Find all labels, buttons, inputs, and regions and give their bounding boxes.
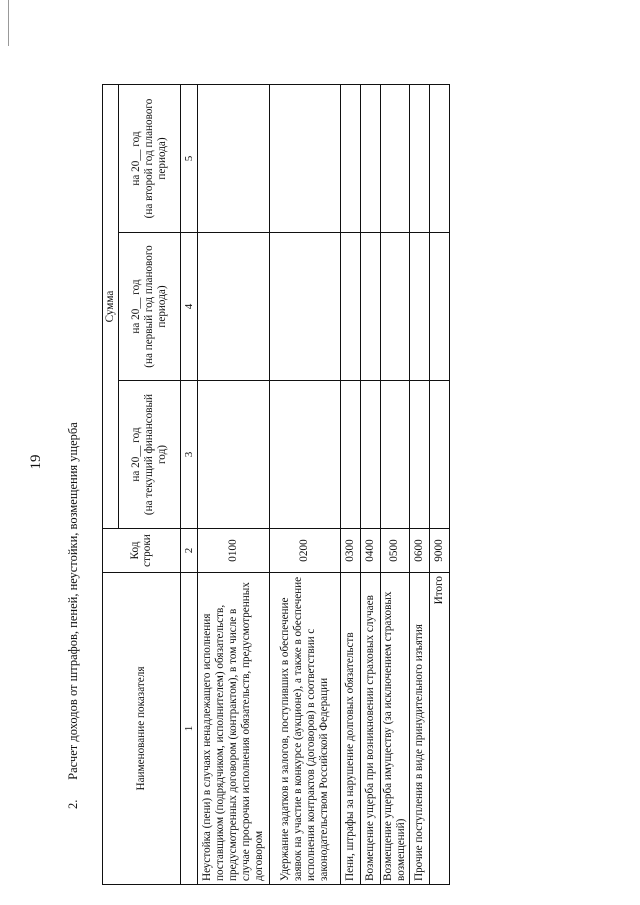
value-cell[interactable]: [360, 381, 380, 529]
value-cell[interactable]: [409, 233, 429, 381]
value-cell[interactable]: [409, 84, 429, 232]
table-row: [409, 84, 429, 884]
row-code: 0100: [197, 529, 269, 573]
page-number: 19: [28, 454, 44, 470]
table-row: [380, 84, 409, 884]
scan-edge-line: [8, 0, 9, 46]
header-code: Код строки: [103, 529, 181, 573]
header-sum-second-plan-year: [118, 84, 180, 232]
total-row: [429, 84, 449, 884]
column-number: 3: [180, 381, 197, 529]
header-sum-current-year-line1: на 20__ год: [130, 427, 143, 482]
value-cell[interactable]: [340, 381, 360, 529]
table-row: [269, 84, 340, 884]
value-cell[interactable]: [409, 381, 429, 529]
value-cell[interactable]: [380, 84, 409, 232]
row-code: 0400: [360, 529, 380, 573]
value-cell[interactable]: [340, 233, 360, 381]
total-code: 9000: [429, 529, 449, 573]
header-sum-first-plan-year: [118, 233, 180, 381]
value-cell[interactable]: [360, 233, 380, 381]
column-number-row: [180, 84, 197, 884]
section-title: Расчет доходов от штрафов, пеней, неустойки, возмещения ущерба: [66, 422, 80, 780]
section-number: 2.: [66, 799, 80, 809]
value-cell[interactable]: [380, 233, 409, 381]
row-code: 0600: [409, 529, 429, 573]
column-number: 1: [180, 573, 197, 885]
table-row: [197, 84, 269, 884]
row-code: 0500: [380, 529, 409, 573]
value-cell[interactable]: [197, 381, 269, 529]
column-number: 2: [180, 529, 197, 573]
section-heading: [66, 15, 81, 885]
column-number: 4: [180, 233, 197, 381]
value-cell[interactable]: [269, 233, 340, 381]
total-value-cell[interactable]: [429, 381, 449, 529]
rotated-page: [20, 15, 620, 885]
header-name: Наименование показателя: [103, 573, 181, 885]
row-code: 0200: [269, 529, 340, 573]
total-value-cell[interactable]: [429, 84, 449, 232]
table-row: [340, 84, 360, 884]
row-name: Возмещение ущерба имуществу (за исключением страховых возмещений): [380, 573, 409, 885]
total-value-cell[interactable]: [429, 233, 449, 381]
row-name: Возмещение ущерба при возникновении страховых случаев: [360, 573, 380, 885]
value-cell[interactable]: [197, 233, 269, 381]
value-cell[interactable]: [360, 84, 380, 232]
header-sum-first-plan-year-line2: (на первый год планового периода): [142, 245, 168, 368]
row-name: Пени, штрафы за нарушение долговых обязательств: [340, 573, 360, 885]
header-sum-current-year: [118, 381, 180, 529]
header-sum-second-plan-year-line2: (на второй год планового периода): [142, 98, 168, 219]
row-name: Удержание задатков и залогов, поступивших в обеспечение заявок на участие в конкурсе (аукционе), а также в обеспечение исполнения контрактов (договоров) в соответствии с законодательством Российской Федерации: [269, 573, 340, 885]
value-cell[interactable]: [197, 84, 269, 232]
value-cell[interactable]: [340, 84, 360, 232]
header-sum-second-plan-year-line1: на 20__ год: [130, 131, 143, 186]
row-name: Неустойка (пени) в случаях ненадлежащего исполнения поставщиком (подрядчиком, исполнителем) обязательств, предусмотренных договором (контрактом), в том числе в случае просрочки исполнения обязательств, предусмотренных договором: [197, 573, 269, 885]
total-label: Итого: [429, 573, 449, 885]
column-number: 5: [180, 84, 197, 232]
row-code: 0300: [340, 529, 360, 573]
header-sum-current-year-line2: (на текущий финансовый год): [142, 393, 168, 516]
row-name: Прочие поступления в виде принудительного изъятия: [409, 573, 429, 885]
header-sum-first-plan-year-line1: на 20__ год: [130, 279, 143, 334]
value-cell[interactable]: [380, 381, 409, 529]
header-sum: Сумма: [103, 84, 119, 528]
table-row: [360, 84, 380, 884]
value-cell[interactable]: [269, 381, 340, 529]
value-cell[interactable]: [269, 84, 340, 232]
income-calculation-table: [102, 84, 450, 885]
